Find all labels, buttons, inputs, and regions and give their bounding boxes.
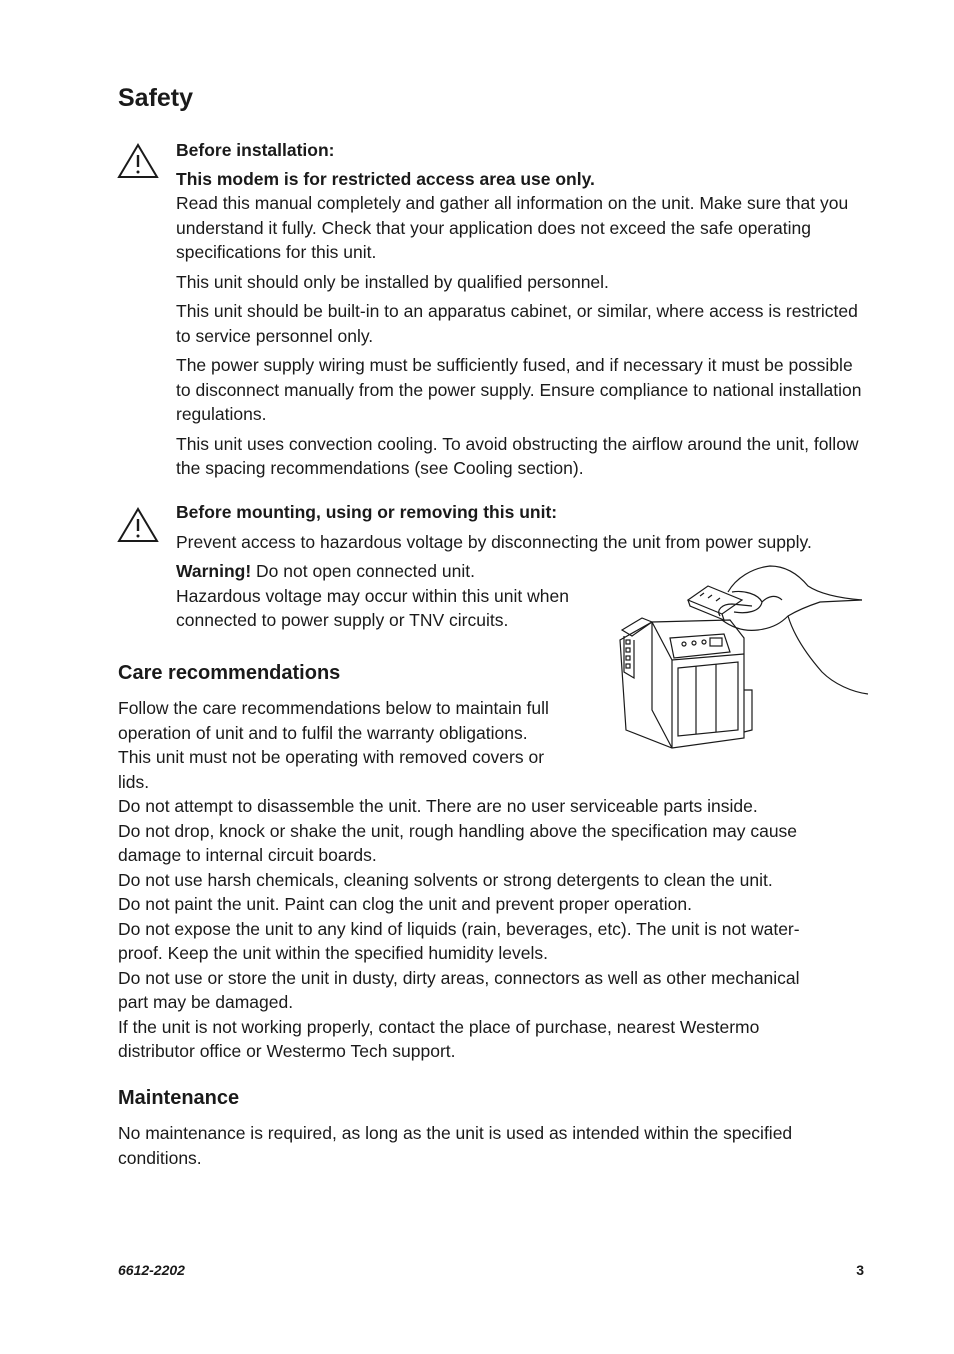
care-line: part may be damaged. [118, 992, 294, 1012]
care-line: damage to internal circuit boards. [118, 845, 377, 865]
installation-paragraph: This unit should only be installed by qualified personnel. [176, 271, 609, 292]
maintenance-text [118, 1121, 868, 1170]
care-line: Do not use or store the unit in dusty, dirty areas, connectors as well as other mechanical [118, 967, 800, 988]
installation-paragraph: The power supply wiring must be sufficiently fused, and if necessary it must be possible to disconnect manually from the power supply. Ensure compliance to national installation regulations. [176, 355, 862, 424]
restricted-notice: This modem is for restricted access area use only. [176, 168, 595, 189]
installation-heading: Before installation: [176, 140, 335, 160]
mounting-heading: Before mounting, using or removing this unit: [176, 502, 558, 522]
warning-line-2: Hazardous voltage may occur within this unit when [176, 585, 569, 606]
installation-section [176, 138, 871, 486]
installation-paragraph: This unit uses convection cooling. To avoid obstructing the airflow around the unit, follow the spacing recommendations (see Cooling section). [176, 433, 859, 478]
installation-paragraph: This unit should be built-in to an apparatus cabinet, or similar, where access is restricted to service personnel only. [176, 301, 858, 346]
warning-line-3: connected to power supply or TNV circuits. [176, 610, 509, 630]
care-text [118, 696, 868, 1064]
care-line: If the unit is not working properly, contact the place of purchase, nearest Westermo [118, 1016, 760, 1037]
care-line: distributor office or Westermo Tech support. [118, 1041, 456, 1061]
care-line: Do not use harsh chemicals, cleaning solvents or strong detergents to clean the unit. [118, 869, 773, 890]
warning-triangle-icon [116, 506, 160, 544]
footer-doc-number: 6612-2202 [118, 1262, 185, 1278]
page-title: Safety [118, 84, 194, 112]
maintenance-paragraph: No maintenance is required, as long as the unit is used as intended within the specified conditions. [118, 1123, 793, 1168]
care-line: Do not expose the unit to any kind of liquids (rain, beverages, etc). The unit is not water- [118, 918, 800, 939]
care-heading: Care recommendations [118, 662, 341, 684]
installation-paragraph: Read this manual completely and gather all information on the unit. Make sure that you understand it fully. Check that your application does not exceed the safe operating specifications for this unit. [176, 193, 849, 262]
care-line: operation of unit and to fulfil the warranty obligations. [118, 722, 528, 743]
warning-text: Do not open connected unit. [251, 561, 475, 581]
warning-label: Warning! [176, 561, 252, 581]
care-line: Do not drop, knock or shake the unit, rough handling above the specification may cause [118, 820, 798, 841]
footer-page-number: 3 [856, 1262, 864, 1278]
care-line: Do not paint the unit. Paint can clog the unit and prevent proper operation. [118, 894, 692, 914]
maintenance-heading: Maintenance [118, 1087, 240, 1109]
care-line: proof. Keep the unit within the specified humidity levels. [118, 943, 548, 963]
care-line: Follow the care recommendations below to maintain full [118, 698, 549, 718]
care-line: This unit must not be operating with removed covers or [118, 747, 545, 767]
care-line: Do not attempt to disassemble the unit. There are no user serviceable parts inside. [118, 796, 758, 816]
warning-triangle-icon [116, 142, 160, 180]
prevent-access-text: Prevent access to hazardous voltage by disconnecting the unit from power supply. [176, 531, 812, 552]
care-line: lids. [118, 771, 150, 792]
